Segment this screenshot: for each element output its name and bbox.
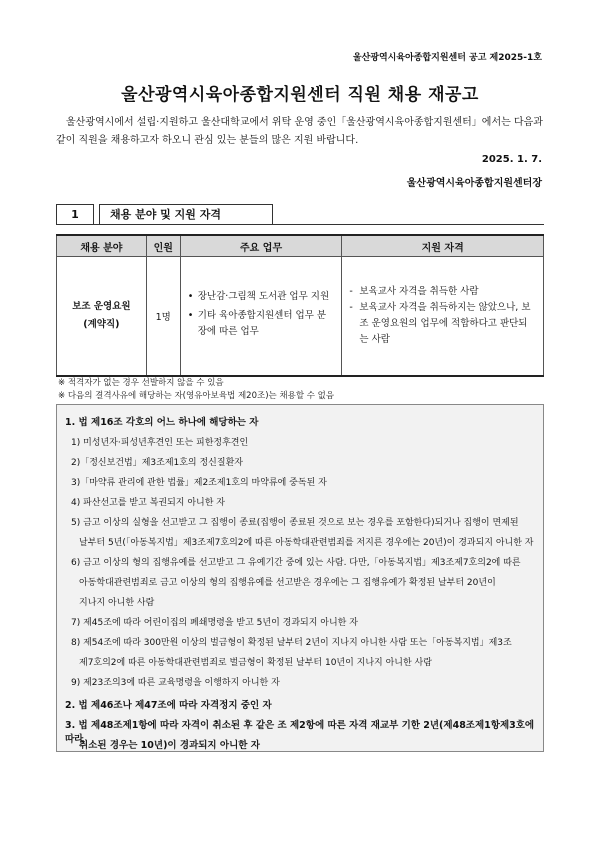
notice-date: 2025. 1. 7. bbox=[481, 154, 542, 165]
disq-heading-2: 2. 법 제46조나 제47조에 따라 자격정지 중인 자 bbox=[65, 700, 272, 711]
section-number: 1 bbox=[56, 204, 94, 225]
cell-field bbox=[57, 257, 147, 377]
cell-duties bbox=[180, 257, 342, 377]
list-item-continued: 아동학대관련범죄로 금고 이상의 형의 집행유예를 선고받은 경우에는 그 집행유예가 확정된 날부터 20년이 bbox=[79, 578, 496, 588]
list-item: 1) 미성년자·피성년후견인 또는 피한정후견인 bbox=[71, 438, 249, 448]
list-item: 6) 금고 이상의 형의 집행유예를 선고받고 그 유예기간 중에 있는 사람. 다만,「아동복지법」제3조제7호의2에 따른 bbox=[71, 558, 521, 568]
list-item: 8) 제54조에 따라 300만원 이상의 벌금형이 확정된 날부터 2년이 지나지 아니한 사람 또는「아동복지법」제3조 bbox=[71, 638, 512, 648]
list-item: 2)「정신보건법」제3조제1호의 정신질환자 bbox=[71, 458, 243, 468]
issuer-name: 울산광역시육아종합지원센터장 bbox=[406, 178, 542, 189]
page-title: 울산광역시육아종합지원센터 직원 채용 재공고 bbox=[121, 85, 479, 105]
intro-paragraph: 울산광역시에서 설립·지원하고 울산대학교에서 위탁 운영 중인「울산광역시육아종합지원센터」에서는 다음과 같이 직원을 채용하고자 하오니 관심 있는 분들의 많은 지원 바랍니다. bbox=[56, 117, 543, 146]
table-header-row bbox=[57, 235, 544, 257]
table-row bbox=[57, 257, 544, 377]
list-item: 5) 금고 이상의 실형을 선고받고 그 집행이 종료(집행이 종료된 것으로 보는 경우를 포함한다)되거나 집행이 면제된 bbox=[71, 518, 519, 528]
list-item: 4) 파산선고를 받고 복권되지 아니한 자 bbox=[71, 498, 225, 508]
duty-item: • 기타 육아종합지원센터 업무 분장에 따른 업무 bbox=[188, 308, 335, 340]
note-disqualification: ※ 다음의 결격사유에 해당하는 자(영유아보육법 제20조)는 채용할 수 없음 bbox=[58, 391, 335, 401]
list-item-continued: 제7호의2에 따른 아동학대관련범죄로 벌금형이 확정된 날부터 10년이 지나지 아니한 사람 bbox=[79, 658, 432, 668]
disq-heading-3: 3. 법 제48조제1항에 따라 자격이 취소된 후 같은 조 제2항에 따른 자격 재교부 기한 2년(제48조제1항제3호에 따라 bbox=[65, 720, 535, 745]
section-divider bbox=[56, 224, 544, 225]
disq-heading-1: 1. 법 제16조 각호의 어느 하나에 해당하는 자 bbox=[65, 417, 259, 428]
note-no-candidate: ※ 적격자가 없는 경우 선발하지 않을 수 있음 bbox=[58, 378, 224, 388]
qualification-item: - 보육교사 자격을 취득한 사람 bbox=[349, 284, 536, 300]
disq-heading-3-continued: 취소된 경우는 10년)이 경과되지 아니한 자 bbox=[79, 740, 260, 751]
recruitment-table bbox=[56, 234, 544, 377]
header-field: 채용 분야 bbox=[57, 235, 147, 257]
list-item: 3)「마약류 관리에 관한 법률」제2조제1호의 마약류에 중독된 자 bbox=[71, 478, 327, 488]
field-type: (계약직) bbox=[83, 319, 120, 330]
duty-item: • 장난감·그림책 도서관 업무 지원 bbox=[188, 289, 335, 305]
section-heading bbox=[56, 204, 273, 225]
disqualification-box bbox=[56, 404, 544, 752]
list-item-continued: 날부터 5년(「아동복지법」제3조제7호의2에 따른 아동학대관련범죄를 저지른 경우에는 20년)이 경과되지 아니한 자 bbox=[79, 538, 534, 548]
list-item: 9) 제23조의3에 따른 교육명령을 이행하지 아니한 자 bbox=[71, 678, 280, 688]
qualification-item: - 보육교사 자격을 취득하지는 않았으나, 보조 운영요원의 업무에 적합하다고 판단되는 사람 bbox=[349, 300, 536, 348]
cell-qualifications bbox=[342, 257, 544, 377]
header-duties: 주요 업무 bbox=[180, 235, 342, 257]
list-item: 7) 제45조에 따라 어린이집의 폐쇄명령을 받고 5년이 경과되지 아니한 자 bbox=[71, 618, 358, 628]
header-qualifications: 지원 자격 bbox=[342, 235, 544, 257]
notice-number: 울산광역시육아종합지원센터 공고 제2025-1호 bbox=[352, 53, 542, 63]
cell-count: 1명 bbox=[146, 257, 180, 377]
field-name: 보조 운영요원 bbox=[72, 301, 131, 312]
list-item-continued: 지나지 아니한 사람 bbox=[79, 598, 155, 608]
section-title: 채용 분야 및 지원 자격 bbox=[99, 204, 273, 225]
header-count: 인원 bbox=[146, 235, 180, 257]
